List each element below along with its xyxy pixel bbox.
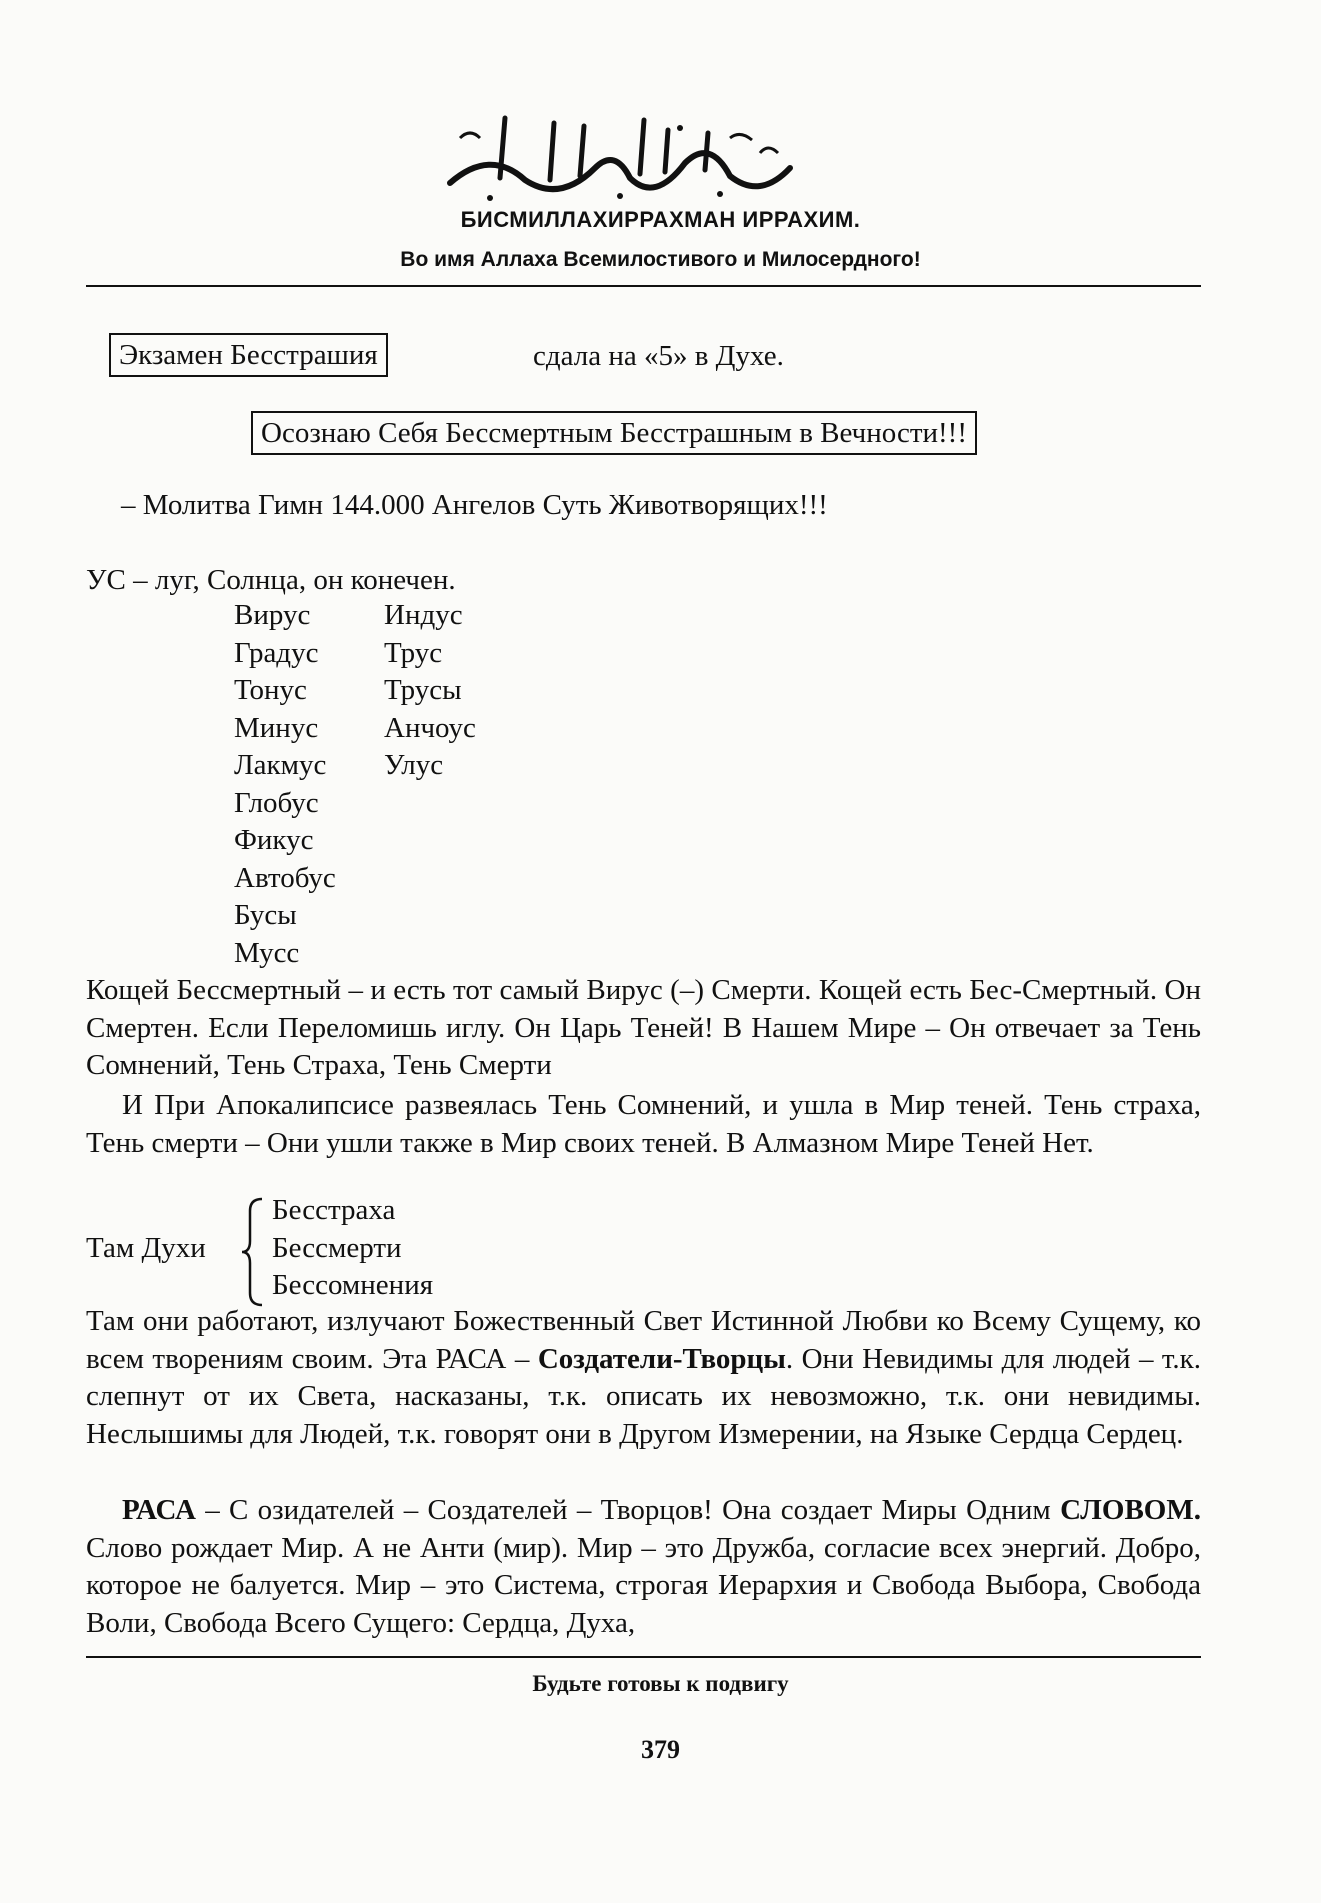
us-line: УС – луг, Солнца, он конечен. bbox=[86, 564, 456, 596]
word-item: Тонус bbox=[234, 674, 307, 706]
bold-term: РАСА bbox=[122, 1494, 196, 1526]
spirits-list bbox=[272, 1192, 433, 1305]
header-title: БИСМИЛЛАХИРРАХМАН ИРРАХИМ. bbox=[460, 207, 861, 232]
word-item: Минус bbox=[234, 711, 319, 744]
word-column-2 bbox=[384, 597, 476, 785]
bold-term: СЛОВОМ. bbox=[1060, 1494, 1201, 1526]
footer-rule bbox=[86, 1656, 1201, 1658]
paragraph-text: Кощей Бессмертный – и есть тот самый Вирус (–) Смерти. Кощей есть Бес-Смертный. Он Смертен. Если Переломишь иглу. Он Царь Теней! В Нашем Мире – Он отвечает за Тень Сомнений, Тень Страха, Тень Смерти bbox=[86, 974, 1201, 1081]
exam-result: сдала на «5» в Духе. bbox=[533, 340, 784, 372]
curly-brace-icon bbox=[240, 1197, 266, 1307]
exam-boxed-label: Экзамен Бесстрашия bbox=[109, 333, 388, 377]
bold-term: Создатели-Творцы bbox=[537, 1342, 786, 1375]
word-item: Градус bbox=[234, 636, 319, 669]
word-item: Анчоус bbox=[384, 711, 476, 744]
bismillah-calligraphy bbox=[430, 108, 810, 208]
paragraph-text: И При Апокалипсисе развеялась Тень Сомнений, и ушла в Мир теней. Тень страха, Тень смерти – Они ушли также в Мир своих теней. В Алмазном Мире Теней Нет. bbox=[86, 1089, 1201, 1159]
paragraph-apocalypse bbox=[86, 1087, 1201, 1162]
word-item: Бусы bbox=[234, 899, 297, 931]
spirits-label: Там Духи bbox=[86, 1232, 206, 1264]
spirits-item: Бессомнения bbox=[272, 1269, 434, 1301]
word-item: Автобус bbox=[234, 861, 336, 894]
spirits-item: Бессмерти bbox=[272, 1231, 402, 1264]
header-rule bbox=[86, 285, 1201, 287]
paragraph-text bbox=[86, 1303, 1201, 1453]
word-column-1 bbox=[234, 597, 336, 972]
word-item: Индус bbox=[384, 599, 463, 631]
paragraph-creators bbox=[86, 1303, 1201, 1453]
paragraph-race bbox=[86, 1492, 1201, 1642]
text-run: . Они Невидимы для людей – т.к. слепнут от их Света, насказаны, т.к. описать их невозможно, т.к. они невидимы. Неслышимы для Людей, т.к. говорят они в Другом Измерении, на Языке Сердца Сердец. bbox=[86, 1342, 1202, 1450]
page-number: 379 bbox=[641, 1735, 680, 1764]
running-footer: Будьте готовы к подвигу bbox=[532, 1671, 789, 1696]
word-item: Улус bbox=[384, 749, 444, 781]
header-subtitle: Во имя Аллаха Всемилостивого и Милосердного! bbox=[400, 248, 921, 271]
paragraph-text bbox=[86, 1492, 1201, 1642]
word-item: Трус bbox=[384, 636, 443, 669]
word-item: Мусс bbox=[234, 936, 300, 969]
text-run: Там они работают, излучают Божественный Свет Истинной Любви ко Всему Сущему, ко всем творениям своим. Эта РАСА – bbox=[86, 1305, 1201, 1375]
word-item: Глобус bbox=[234, 786, 319, 819]
prayer-line: – Молитва Гимн 144.000 Ангелов Суть Животворящих!!! bbox=[121, 489, 828, 521]
word-item: Фикус bbox=[234, 824, 314, 856]
spirits-item: Бесстраха bbox=[272, 1194, 396, 1226]
word-item: Лакмус bbox=[234, 749, 327, 781]
word-item: Трусы bbox=[384, 674, 462, 706]
text-run: Слово рождает Мир. А не Анти (мир). Мир – это Дружба, согласие всех энергий. Добро, которое не балуется. Мир – это Система, строгая Иерархия и Свобода Выбора, Свобода Воли, Свобода Всего Сущего: Сердца, Духа, bbox=[86, 1531, 1201, 1639]
paragraph-koschei bbox=[86, 972, 1201, 1085]
text-run: – С озидателей – Создателей – Творцов! Она создает Миры Одним bbox=[195, 1494, 1061, 1526]
word-item: Вирус bbox=[234, 599, 311, 631]
awareness-box: Осознаю Себя Бессмертным Бесстрашным в Вечности!!! bbox=[251, 411, 977, 455]
